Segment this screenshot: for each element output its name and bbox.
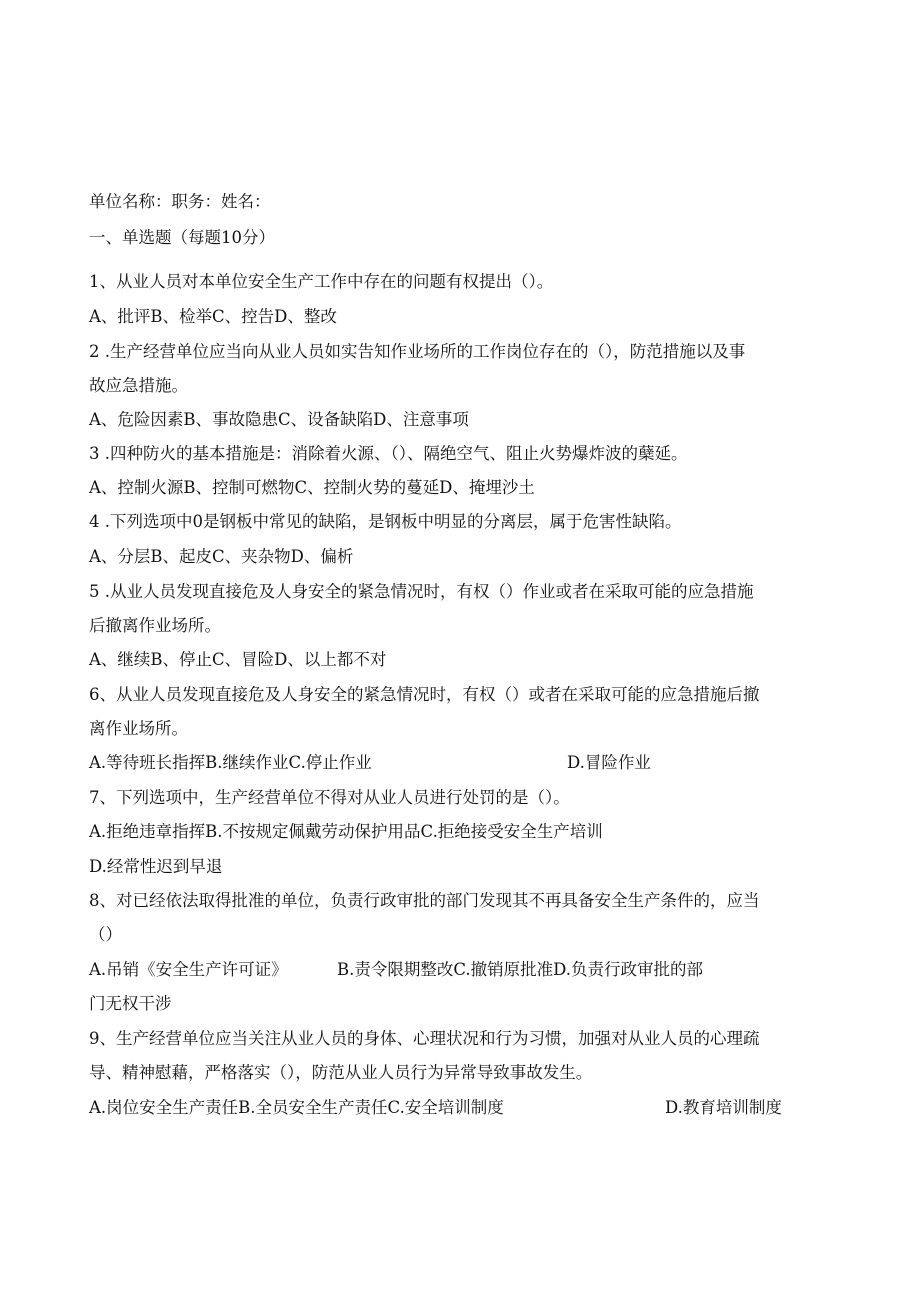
question-6-option-d: D.冒险作业 (567, 753, 651, 772)
question-2-stem-cont: 故应急措施。 (89, 376, 188, 395)
question-8-stem: 8、对已经依法取得批准的单位，负责行政审批的部门发现其不再具备安全生产条件的，应当 (89, 891, 760, 910)
question-3-options: A、控制火源B、控制可燃物C、控制火势的蔓延D、掩埋沙土 (89, 478, 535, 497)
question-6-options-left: A.等待班长指挥B.继续作业C.停止作业 (89, 753, 372, 772)
question-5-stem: 5 .从业人员发现直接危及人身安全的紧急情况时，有权（）作业或者在采取可能的应急措施 (89, 582, 754, 601)
question-7-options-cont: D.经常性迟到早退 (89, 857, 223, 876)
question-9-stem: 9、生产经营单位应当关注从业人员的身体、心理状况和行为习惯，加强对从业人员的心理疏 (89, 1029, 760, 1048)
question-7-options: A.拒绝违章指挥B.不按规定佩戴劳动保护用品C.拒绝接受安全生产培训 (89, 822, 603, 841)
question-3-stem: 3 .四种防火的基本措施是：消除着火源、（）、隔绝空气、阻止火势爆炸波的蘖延。 (89, 444, 688, 463)
question-8-stem-cont: （） (89, 925, 122, 944)
question-4-stem: 4 .下列选项中0是钢板中常见的缺陷，是钢板中明显的分离层，属于危害性缺陷。 (89, 512, 682, 531)
question-8-options-cont: 门无权干涉 (89, 994, 172, 1013)
question-6-stem: 6、从业人员发现直接危及人身安全的紧急情况时，有权（）或者在采取可能的应急措施后撤 (89, 685, 760, 704)
question-5-stem-cont: 后撤离作业场所。 (89, 616, 221, 635)
question-2-stem: 2 .生产经营单位应当向从业人员如实告知作业场所的工作岗位存在的（），防范措施以及事 (89, 342, 746, 361)
question-8-options-right: B.责令限期整改C.撤销原批准D.负责行政审批的部 (337, 960, 704, 979)
question-2-options: A、危险因素B、事故隐患C、设备缺陷D、注意事项 (89, 410, 469, 429)
question-5-options: A、继续B、停止C、冒险D、以上都不对 (89, 650, 387, 669)
section-title: 一、单选题（每题10分） (89, 228, 275, 247)
question-7-stem: 7、下列选项中，生产经营单位不得对从业人员进行处罚的是（）。 (89, 788, 570, 807)
question-6-stem-cont: 离作业场所。 (89, 719, 188, 738)
question-9-option-d: D.教育培训制度 (665, 1098, 782, 1117)
question-9-stem-cont: 导、精神慰藉，严格落实（），防范从业人员行为异常导致事故发生。 (89, 1063, 593, 1082)
question-8-option-a: A.吊销《安全生产许可证》 (89, 960, 288, 979)
question-1-stem: 1、从业人员对本单位安全生产工作中存在的问题有权提出（）。 (89, 272, 554, 291)
header-info-line: 单位名称：职务：姓名： (89, 192, 271, 211)
question-1-options: A、批评B、检举C、控告D、整改 (89, 307, 337, 326)
question-9-options-left: A.岗位安全生产责任B.全员安全生产责任C.安全培训制度 (89, 1098, 504, 1117)
question-4-options: A、分层B、起皮C、夹杂物D、偏析 (89, 547, 354, 566)
